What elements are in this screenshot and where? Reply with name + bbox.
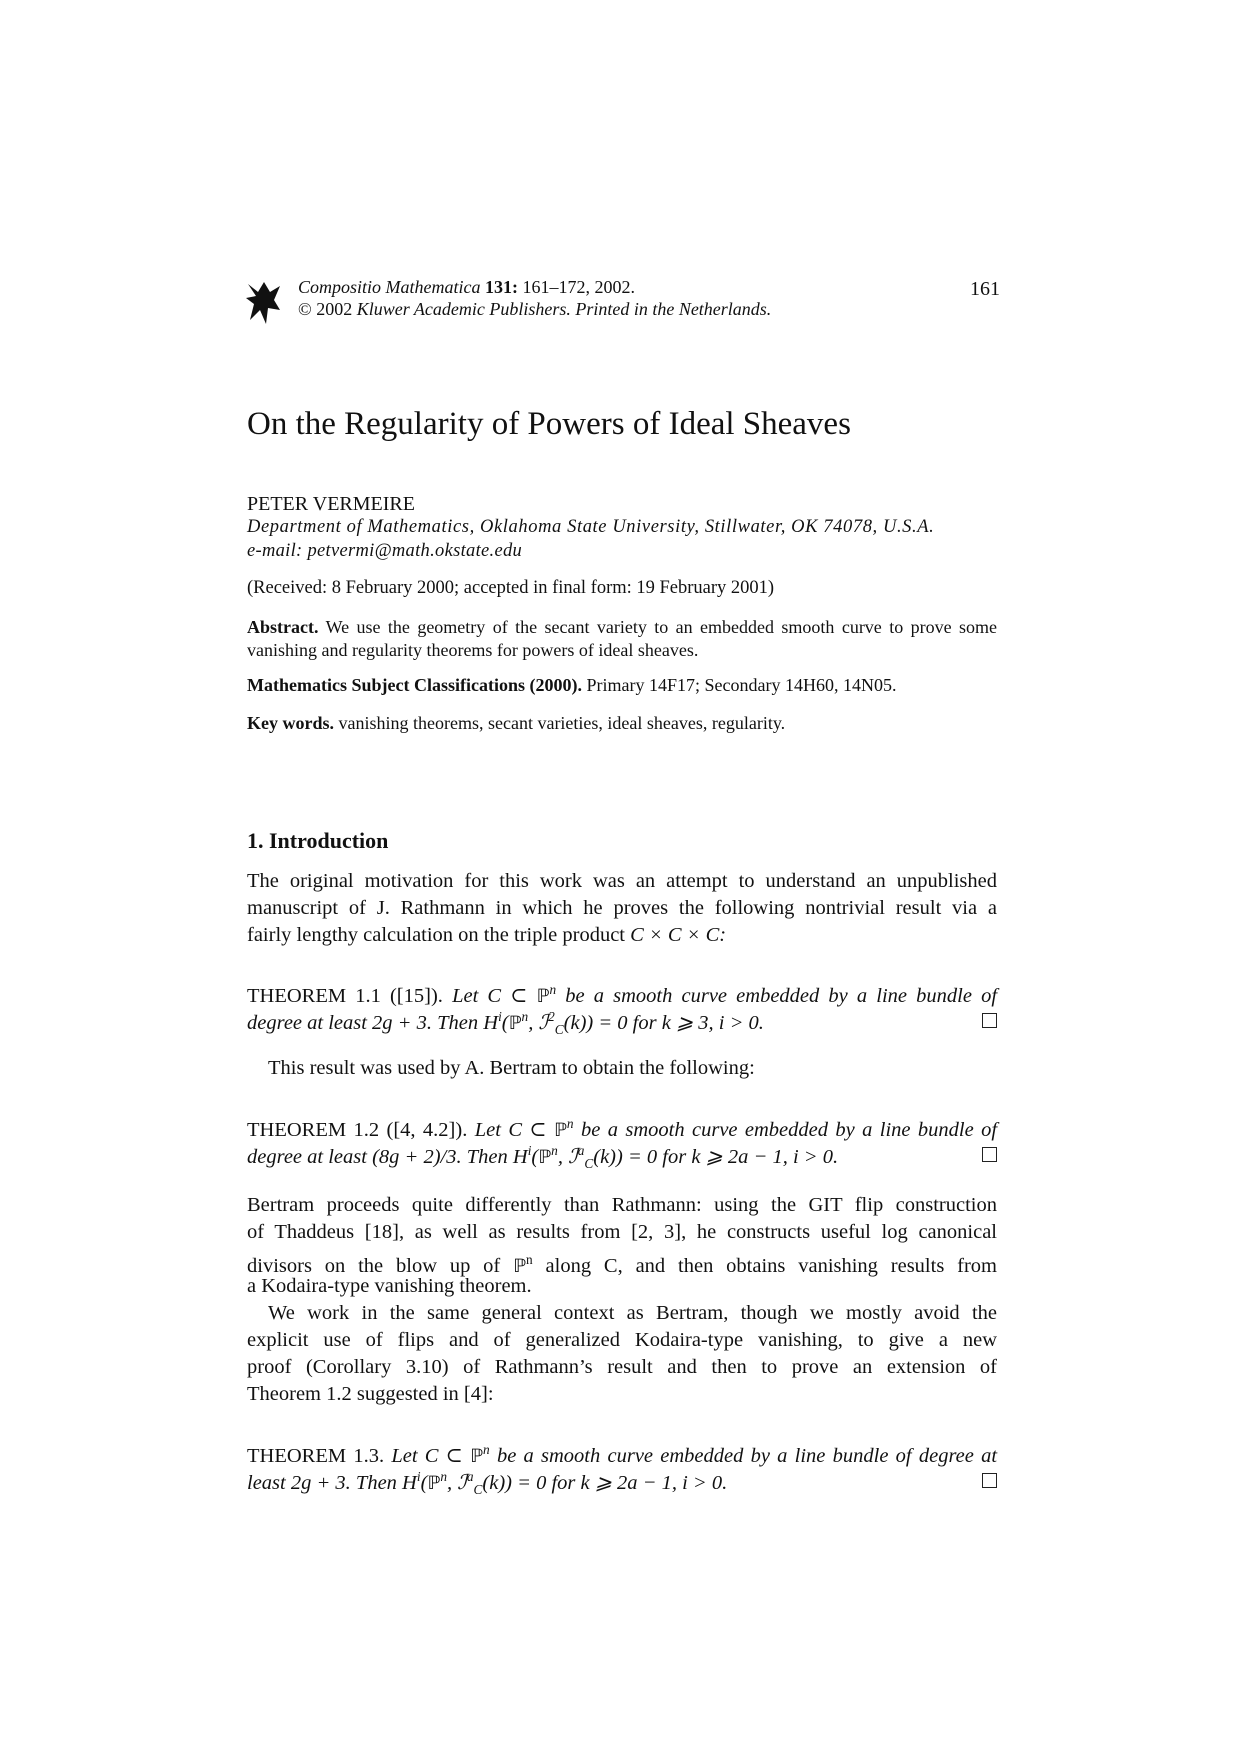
qed-icon (982, 1473, 997, 1488)
theorem-text: Let C ⊂ ℙ$^n$ be a smooth curve embedded by a line bundle of (474, 1116, 998, 1141)
received-dates: (Received: 8 February 2000; accepted in final form: 19 February 2001) (247, 578, 775, 598)
bertram-paragraph (247, 1192, 997, 1408)
copyright-year: 2002 (316, 299, 353, 319)
text-line: proof (Corollary 3.10) of Rathmann’s result and then to prove an extension of (247, 1356, 997, 1378)
text-line: degree at least (8g + 2)/3. Then $H^i(ℙ^n$, ℐ$^a_C$(k)) = 0 for k ⩾ 2a − 1, i > 0. (247, 1137, 997, 1164)
text-line (247, 1110, 998, 1141)
theorem-text: Let C ⊂ ℙ$^n$ be a smooth curve embedded by a line bundle of (452, 982, 998, 1007)
paper-title: On the Regularity of Powers of Ideal Sheaves (247, 406, 851, 442)
abstract-text: We use the geometry of the secant variety to an embedded smooth curve to prove some vanishing and regularity theorems for powers of ideal sheaves. (247, 617, 997, 660)
author-name: PETER VERMEIRE (247, 493, 415, 515)
math-fragment: C × C × C: (630, 924, 727, 946)
author-affiliation: Department of Mathematics, Oklahoma State University, Stillwater, OK 74078, U.S.A. (247, 517, 935, 537)
keywords-text: vanishing theorems, secant varieties, ideal sheaves, regularity. (338, 713, 786, 733)
page-number: 161 (970, 278, 1000, 300)
publisher-text: Kluwer Academic Publishers. Printed in the Netherlands. (356, 299, 772, 319)
theorem-label: THEOREM 1.2 ([4, 4.2]). (247, 1118, 468, 1141)
keywords (247, 712, 997, 735)
msc-text: Primary 14F17; Secondary 14H60, 14N05. (586, 675, 897, 695)
qed-icon (982, 1147, 997, 1162)
text-line (247, 976, 998, 1007)
journal-name: Compositio Mathematica (298, 277, 481, 297)
qed-icon (982, 1013, 997, 1028)
text-line: Bertram proceeds quite differently than Rathmann: using the GIT flip construction (247, 1194, 997, 1216)
text-line: divisors on the blow up of ℙ$^n$ along C, and then obtains vanishing results from (247, 1252, 997, 1277)
text-line: Theorem 1.2 suggested in [4]: (247, 1383, 494, 1405)
journal-citation (298, 276, 635, 298)
publisher-logo-icon (246, 280, 282, 326)
journal-pages: 161–172, 2002. (522, 277, 635, 297)
author-email: e-mail: petvermi@math.okstate.edu (247, 541, 523, 561)
theorem-label: THEOREM 1.3. (247, 1444, 385, 1467)
text-line: The original motivation for this work was an attempt to understand an unpublished (247, 870, 997, 892)
text-line (247, 1436, 998, 1467)
text-fragment: fairly lengthy calculation on the triple product (247, 924, 625, 946)
msc-label: Mathematics Subject Classifications (2000). (247, 675, 582, 695)
copyright-line (298, 298, 771, 320)
abstract (247, 616, 997, 662)
section-heading: 1. Introduction (247, 828, 389, 853)
text-line: manuscript of J. Rathmann in which he proves the following nontrivial result via a (247, 897, 997, 919)
text-line: least 2g + 3. Then $H^i(ℙ^n$, ℐ$^a_C$(k)) = 0 for k ⩾ 2a − 1, i > 0. (247, 1463, 997, 1490)
copyright-icon: © (298, 299, 312, 319)
text-line: We work in the same general context as Bertram, though we mostly avoid the (268, 1302, 997, 1324)
journal-volume: 131: (485, 277, 518, 297)
theorem-1-2 (247, 1110, 998, 1171)
msc-classification (247, 674, 997, 697)
math-symbol: ℙ (536, 985, 550, 1007)
text-line: a Kodaira-type vanishing theorem. (247, 1275, 532, 1297)
text-line: explicit use of flips and of generalized Kodaira-type vanishing, to give a new (247, 1329, 997, 1351)
theorem-1-3 (247, 1436, 998, 1497)
keywords-label: Key words. (247, 713, 334, 733)
abstract-label: Abstract. (247, 617, 319, 637)
intro-paragraph (247, 868, 997, 949)
text-line (247, 922, 997, 949)
text-line: degree at least 2g + 3. Then $H^i(ℙ^n$, ℐ$^2_C$(k)) = 0 for k ⩾ 3, i > 0. (247, 1003, 997, 1030)
text-line: This result was used by A. Bertram to obtain the following: (268, 1057, 755, 1079)
text-line: of Thaddeus [18], as well as results from [2, 3], he constructs useful log canonical (247, 1221, 997, 1243)
theorem-label: THEOREM 1.1 ([15]). (247, 984, 443, 1007)
theorem-1-1 (247, 976, 998, 1037)
theorem-text: Let C ⊂ ℙ$^n$ be a smooth curve embedded by a line bundle of degree at (391, 1442, 998, 1467)
